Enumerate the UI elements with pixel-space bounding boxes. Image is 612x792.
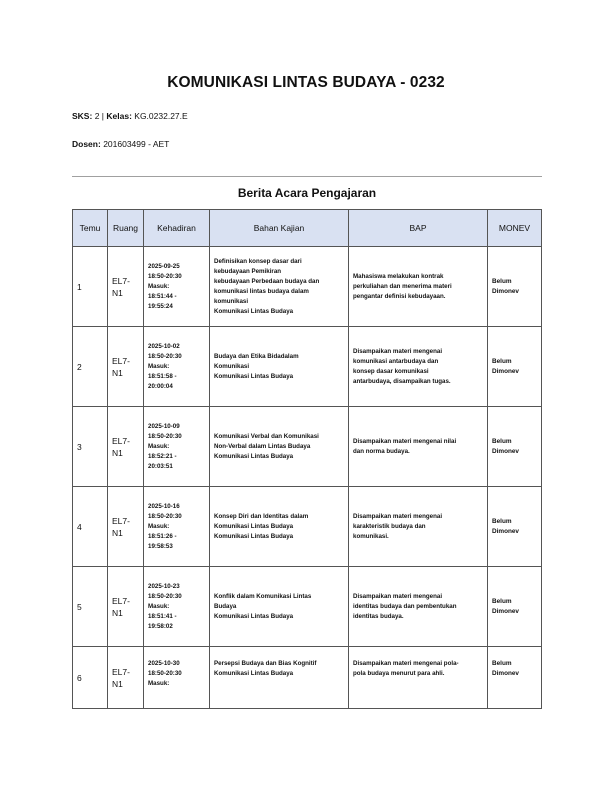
cell-ruang: EL7- N1	[108, 327, 144, 407]
cell-temu: 4	[73, 487, 108, 567]
course-meta-line	[72, 111, 188, 121]
cell-temu: 5	[73, 567, 108, 647]
header-bahan-kajian: Bahan Kajian	[210, 210, 349, 247]
cell-ruang: EL7- N1	[108, 567, 144, 647]
table-row	[73, 567, 542, 647]
header-temu: Temu	[73, 210, 108, 247]
cell-temu: 6	[73, 647, 108, 709]
cell-ruang: EL7- N1	[108, 487, 144, 567]
cell-kehadiran: 2025-10-16 18:50-20:30 Masuk: 18:51:26 - 19:58:53	[144, 487, 210, 567]
cell-monev: Belum Dimonev	[488, 407, 542, 487]
cell-bap: Disampaikan materi mengenai identitas budaya dan pembentukan identitas budaya.	[349, 567, 488, 647]
dosen-label: Dosen:	[72, 139, 101, 149]
cell-monev: Belum Dimonev	[488, 327, 542, 407]
cell-ruang: EL7- N1	[108, 247, 144, 327]
meta-separator: |	[101, 111, 105, 121]
lecturer-line	[72, 139, 169, 149]
cell-bap: Disampaikan materi mengenai nilai dan norma budaya.	[349, 407, 488, 487]
cell-monev: Belum Dimonev	[488, 567, 542, 647]
table-row	[73, 647, 542, 709]
header-monev: MONEV	[488, 210, 542, 247]
table-row	[73, 247, 542, 327]
sks-label: SKS:	[72, 111, 93, 121]
cell-temu: 2	[73, 327, 108, 407]
cell-monev: Belum Dimonev	[488, 647, 542, 709]
cell-monev: Belum Dimonev	[488, 487, 542, 567]
cell-temu: 3	[73, 407, 108, 487]
divider	[72, 176, 542, 177]
cell-kehadiran: 2025-10-30 18:50-20:30 Masuk:	[144, 647, 210, 709]
cell-bahan-kajian: Persepsi Budaya dan Bias Kognitif Komunikasi Lintas Budaya	[210, 647, 349, 709]
cell-ruang: EL7- N1	[108, 407, 144, 487]
section-title: Berita Acara Pengajaran	[237, 186, 377, 200]
cell-bap: Mahasiswa melakukan kontrak perkuliahan dan menerima materi pengantar definisi kebudayaan.	[349, 247, 488, 327]
cell-bahan-kajian: Konflik dalam Komunikasi Lintas Budaya Komunikasi Lintas Budaya	[210, 567, 349, 647]
cell-bap: Disampaikan materi mengenai komunikasi antarbudaya dan konsep dasar komunikasi antarbudaya, disampaikan tugas.	[349, 327, 488, 407]
cell-bahan-kajian: Komunikasi Verbal dan Komunikasi Non-Verbal dalam Lintas Budaya Komunikasi Lintas Budaya	[210, 407, 349, 487]
table-row	[73, 487, 542, 567]
kelas-label: Kelas:	[106, 111, 132, 121]
kelas-value: KG.0232.27.E	[134, 111, 188, 121]
header-ruang: Ruang	[108, 210, 144, 247]
cell-bahan-kajian: Budaya dan Etika Bidadalam Komunikasi Komunikasi Lintas Budaya	[210, 327, 349, 407]
header-bap: BAP	[349, 210, 488, 247]
course-title: KOMUNIKASI LINTAS BUDAYA - 0232	[167, 74, 445, 91]
cell-kehadiran: 2025-09-25 18:50-20:30 Masuk: 18:51:44 - 19:55:24	[144, 247, 210, 327]
header-kehadiran: Kehadiran	[144, 210, 210, 247]
cell-bap: Disampaikan materi mengenai karakteristik budaya dan komunikasi.	[349, 487, 488, 567]
cell-kehadiran: 2025-10-23 18:50-20:30 Masuk: 18:51:41 - 19:58:02	[144, 567, 210, 647]
cell-bahan-kajian: Definisikan konsep dasar dari kebudayaan Pemikiran kebudayaan Perbedaan budaya dan komunikasi lintas budaya dalam komunikasi Komunikasi Lintas Budaya	[210, 247, 349, 327]
table-header-row	[73, 210, 542, 247]
cell-monev: Belum Dimonev	[488, 247, 542, 327]
cell-temu: 1	[73, 247, 108, 327]
cell-kehadiran: 2025-10-09 18:50-20:30 Masuk: 18:52:21 - 20:03:51	[144, 407, 210, 487]
cell-ruang: EL7- N1	[108, 647, 144, 709]
teaching-report-table	[72, 209, 542, 709]
cell-kehadiran: 2025-10-02 18:50-20:30 Masuk: 18:51:58 - 20:00:04	[144, 327, 210, 407]
cell-bahan-kajian: Konsep Diri dan Identitas dalam Komunikasi Lintas Budaya Komunikasi Lintas Budaya	[210, 487, 349, 567]
dosen-value: 201603499 - AET	[103, 139, 170, 149]
sks-value: 2	[94, 111, 100, 121]
table-row	[73, 327, 542, 407]
cell-bap: Disampaikan materi mengenai pola- pola budaya menurut para ahli.	[349, 647, 488, 709]
table-row	[73, 407, 542, 487]
